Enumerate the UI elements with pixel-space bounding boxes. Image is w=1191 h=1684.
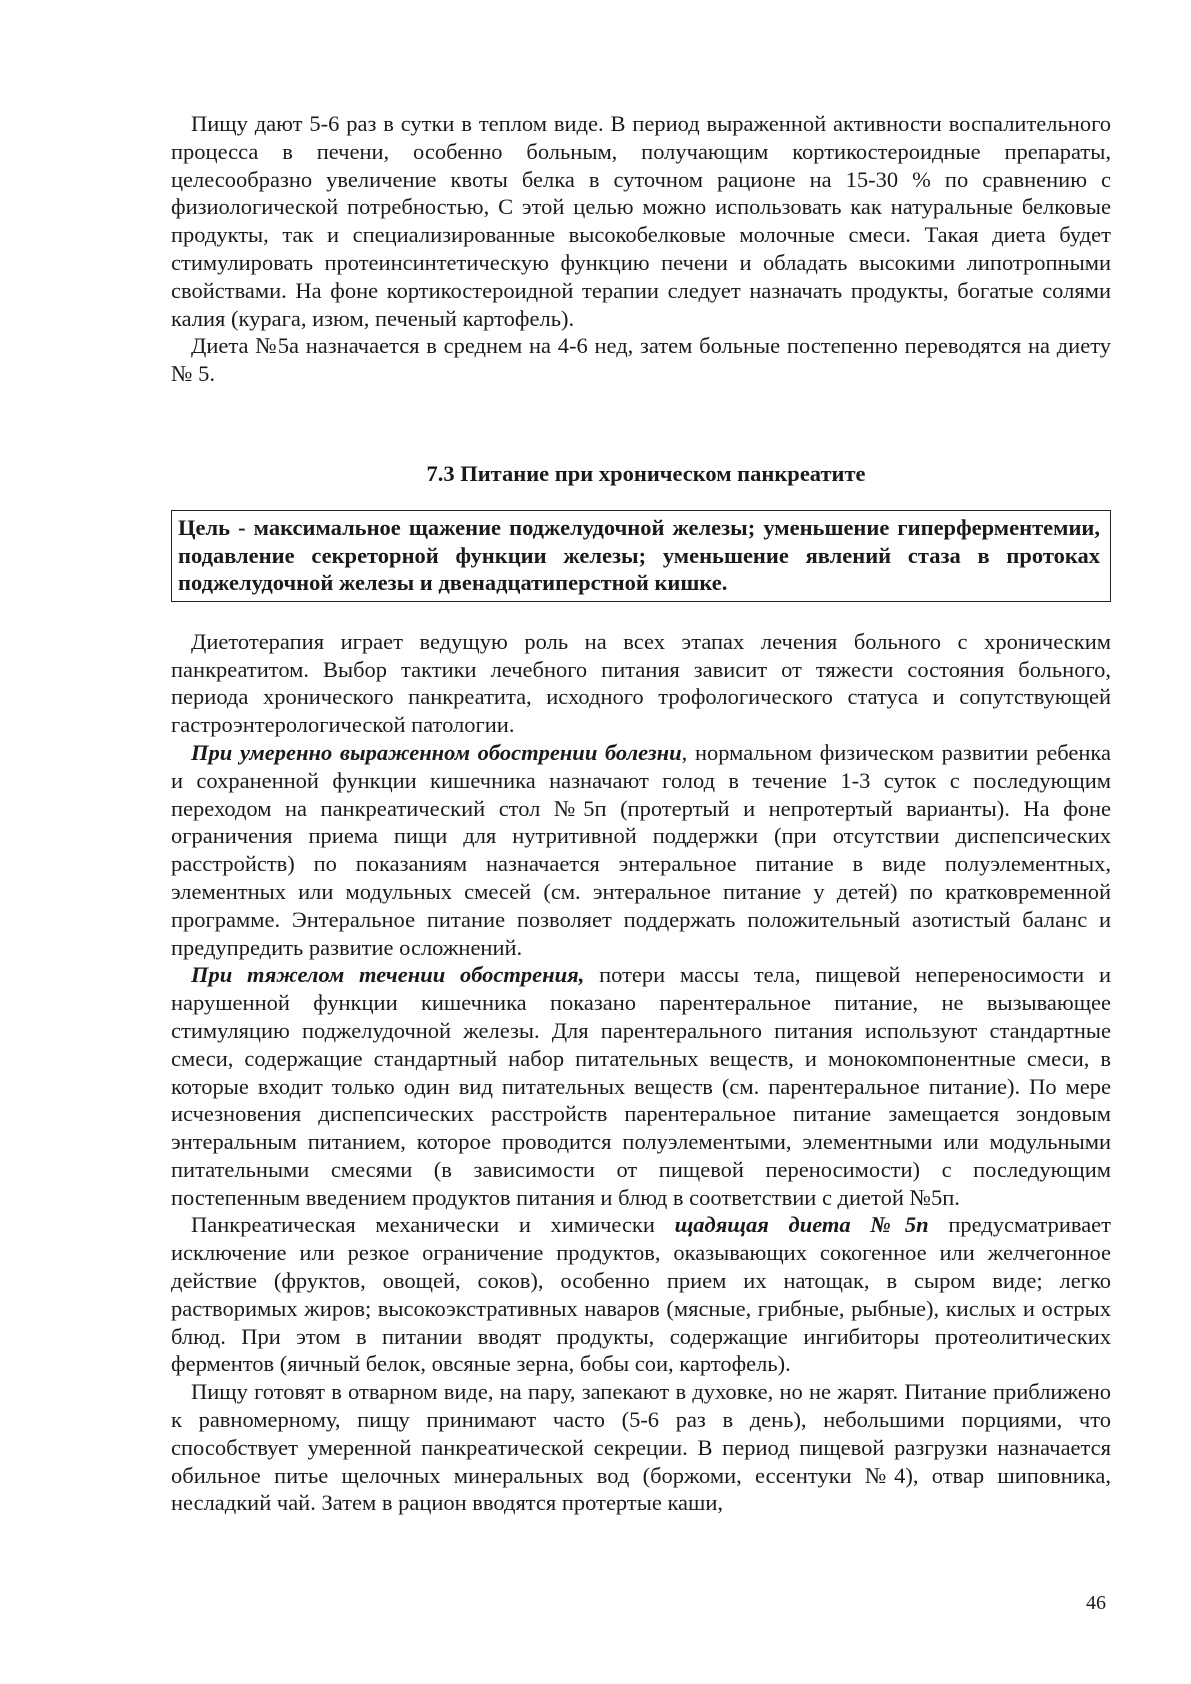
paragraph-moderate-exacerbation bbox=[171, 739, 1111, 961]
goal-box: Цель - максимальное щажение поджелудочной железы; уменьшение гиперферментемии, подавление секреторной функции железы; уменьшение явлений стаза в протоках поджелудочной железы и двенадцатиперстной кишке. bbox=[171, 510, 1111, 602]
paragraph-diet-5a: Диета №5а назначается в среднем на 4-6 нед, затем больные постепенно переводятся на диету № 5. bbox=[171, 333, 1111, 387]
emphasis-moderate: При умеренно выраженном обострении болезни bbox=[191, 739, 682, 765]
emphasis-diet-5p: щадящая диета №5п bbox=[674, 1212, 929, 1238]
paragraph-severe-exacerbation bbox=[171, 961, 1111, 1211]
paragraph-cooking: Пищу готовят в отварном виде, на пару, запекают в духовке, но не жарят. Питание приближено к равномерному, пищу принимают часто (5-6 раз в день), небольшими порциями, что способствует умеренной панкреатической секреции. В период пищевой разгрузки назначается обильное питье щелочных минеральных вод (боржоми, ессентуки №4), отвар шиповника, несладкий чай. Затем в рацион вводятся протертые каши, bbox=[171, 1379, 1111, 1516]
emphasis-severe: При тяжелом течении обострения, bbox=[191, 962, 585, 988]
paragraph-moderate-text: , нормальном физическом развитии ребенка и сохраненной функции кишечника назначают голод в течение 1-3 суток с последующим переходом на панкреатический стол №5п (протертый и непротертый варианты). На фоне ограничения приема пищи для нутритивной поддержки (при отсутствии диспепсических расстройств) по показаниям назначается энтеральное питание в виде полуэлементных, элементных или модульных смесей (см. энтеральное питание у детей) по кратковременной программе. Энтеральное питание позволяет поддержать положительный азотистый баланс и предупредить развитие осложнений. bbox=[171, 739, 1111, 960]
paragraph-diet-5p bbox=[171, 1211, 1111, 1378]
paragraph-diet-therapy: Диетотерапия играет ведущую роль на всех этапах лечения больного с хроническим панкреатитом. Выбор тактики лечебного питания зависит от тяжести состояния больного, периода хронического панкреатита, исходного трофологического статуса и сопутствующей гастроэнтерологической патологии. bbox=[171, 628, 1111, 738]
paragraph-diet-5p-text: предусматривает исключение или резкое ограничение продуктов, оказывающих сокогенное или желчегонное действие (фруктов, овощей, соков), особенно прием их натощак, в сыром виде; легко растворимых жиров; высокоэкстративных наваров (мясные, грибные, рыбные), кислых и острых блюд. При этом в питании вводят продукты, содержащие ингибиторы протеолитических ферментов (яичный белок, овсяные зерна, бобы сои, картофель). bbox=[171, 1212, 1111, 1377]
paragraph-severe-text: потери массы тела, пищевой непереносимости и нарушенной функции кишечника показано парентеральное питание, не вызывающее стимуляцию поджелудочной железы. Для парентерального питания используют стандартные смеси, содержащие стандартный набор питательных веществ, и монокомпонентные смеси, в которые входит только один вид питательных веществ (см. парентеральное питание). По мере исчезновения диспепсических расстройств парентеральное питание замещается зондовым энтеральным питанием, которое проводится полуэлементыми, элементными или модульными питательными смесями (в зависимости от пищевой переносимости) с последующим постепенным введением продуктов питания и блюд в соответствии с диетой №5п. bbox=[171, 962, 1112, 1210]
document-page bbox=[171, 110, 1111, 1517]
page-number: 46 bbox=[1086, 1592, 1106, 1614]
paragraph-diet-5p-start: Панкреатическая механически и химически bbox=[191, 1212, 675, 1238]
section-heading: 7.3 Питание при хроническом панкреатите bbox=[426, 460, 866, 486]
paragraph-diet-details: Пищу дают 5-6 раз в сутки в теплом виде. В период выраженной активности воспалительного процесса в печени, особенно больным, получающим кортикостероидные препараты, целесообразно увеличение квоты белка в суточном рационе на 15-30 % по сравнению с физиологической потребностью, С этой целью можно использовать как натуральные белковые продукты, так и специализированные высокобелковые молочные смеси. Такая диета будет стимулировать протеинсинтетическую функцию печени и обладать высокими липотропными свойствами. На фоне кортикостероидной терапии следует назначать продукты, богатые солями калия (курага, изюм, печеный картофель). bbox=[171, 111, 1111, 331]
